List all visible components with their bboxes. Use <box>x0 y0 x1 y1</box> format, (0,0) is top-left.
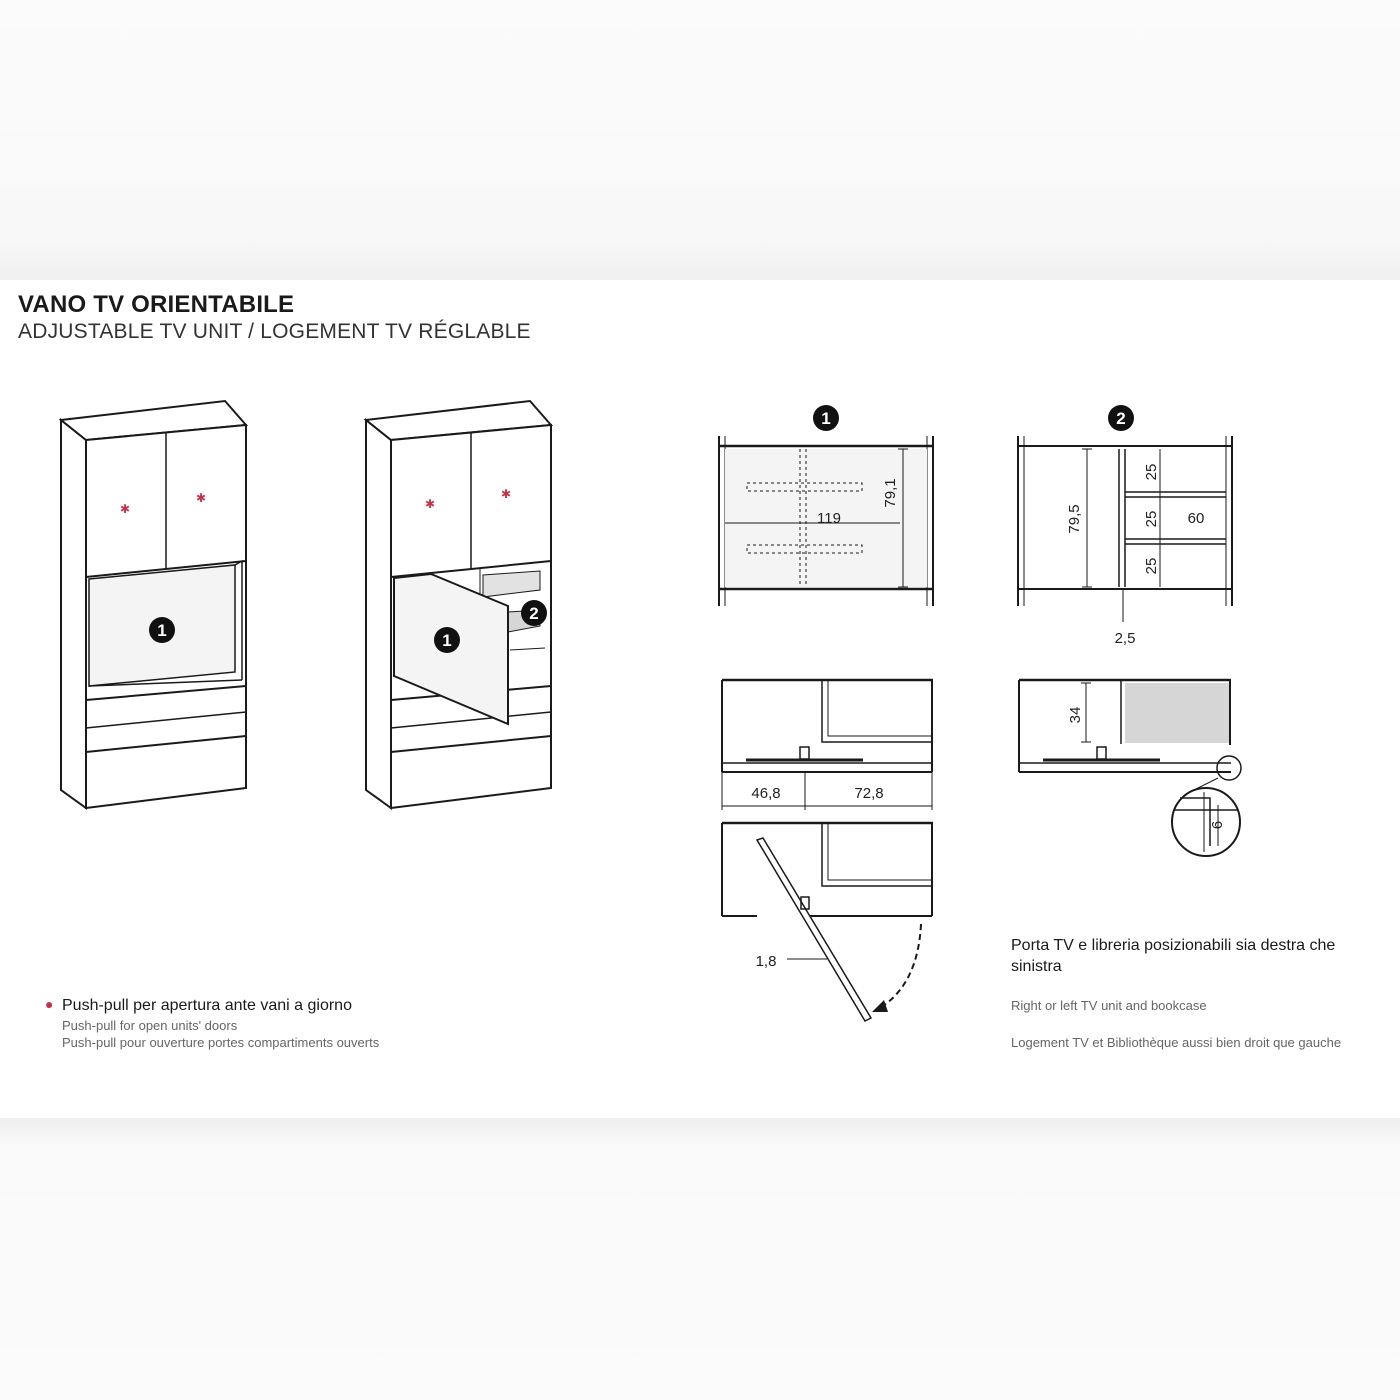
svg-text:1: 1 <box>442 631 452 650</box>
dim-tv-height: 79,1 <box>882 478 899 508</box>
cabinet-closed-drawing <box>61 401 246 808</box>
svg-text:2: 2 <box>529 604 539 623</box>
bookcase-plan-view <box>1019 680 1241 856</box>
pushpull-mark: ✱ <box>120 502 131 516</box>
pushpull-note-fr: Push-pull pour ouverture portes compartiments ouverts <box>62 1035 380 1050</box>
dim-depth: 34 <box>1067 706 1084 724</box>
svg-text:2: 2 <box>1116 409 1126 428</box>
page-subtitle: ADJUSTABLE TV UNIT / LOGEMENT TV RÉGLABLE <box>18 320 531 343</box>
dim-plan-right: 72,8 <box>854 785 884 802</box>
dim-tv-width: 119 <box>817 510 841 527</box>
dim-shelf-2: 25 <box>1143 510 1160 528</box>
marker-1-front-view <box>813 405 839 431</box>
position-note-fr: Logement TV et Bibliothèque aussi bien droit que gauche <box>1011 1035 1342 1050</box>
pushpull-mark: ✱ <box>501 487 512 501</box>
cabinet-open-drawing <box>366 401 551 808</box>
pushpull-bullet-icon: ● <box>45 996 54 1012</box>
position-note-title: Porta TV e libreria posizionabili sia destra che sinistra <box>1011 937 1336 975</box>
position-note-en: Right or left TV unit and bookcase <box>1011 998 1207 1013</box>
marker-1-cabinet-a <box>149 617 175 643</box>
pushpull-mark: ✱ <box>196 491 207 505</box>
marker-2-cabinet-b <box>521 600 547 626</box>
dim-shelf-3: 25 <box>1143 557 1160 575</box>
marker-2-front-view <box>1108 405 1134 431</box>
pushpull-mark: ✱ <box>425 497 436 511</box>
pushpull-note-title: Push-pull per apertura ante vani a giorno <box>62 997 352 1014</box>
svg-text:1: 1 <box>157 621 167 640</box>
rotation-arrow-head <box>872 1000 888 1012</box>
dim-shelf-thickness: 2,5 <box>1114 630 1136 647</box>
bookcase-front-view <box>1018 436 1232 622</box>
tv-plan-view-rotated <box>722 823 933 1021</box>
dim-shelf-width: 60 <box>1187 510 1205 527</box>
dim-detail: 6 <box>1209 820 1226 830</box>
marker-1-cabinet-b <box>434 627 460 653</box>
dim-plan-left: 46,8 <box>751 785 781 802</box>
svg-text:1: 1 <box>821 409 831 428</box>
dim-shelf-total-height: 79,5 <box>1066 504 1083 534</box>
dim-panel-thickness: 1,8 <box>755 953 777 970</box>
dim-shelf-1: 25 <box>1143 463 1160 481</box>
pushpull-note-en: Push-pull for open units' doors <box>62 1018 238 1033</box>
page-title: VANO TV ORIENTABILE <box>18 291 295 318</box>
